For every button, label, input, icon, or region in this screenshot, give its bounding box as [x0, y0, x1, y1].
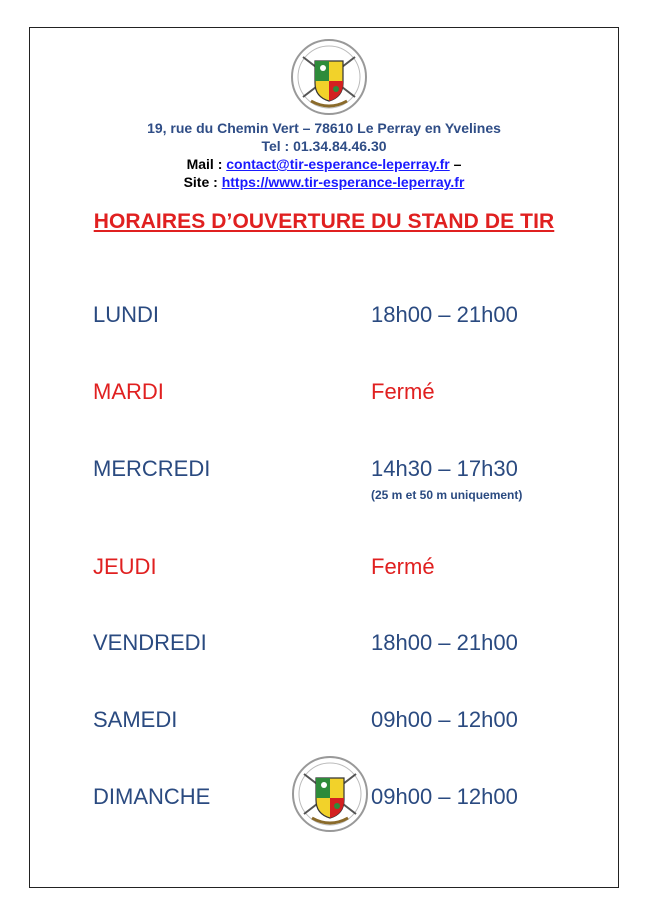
day-tuesday: MARDI [93, 379, 164, 404]
club-address: 19, rue du Chemin Vert – 78610 Le Perray en Yvelines [147, 120, 501, 136]
site-link[interactable]: https://www.tir-esperance-leperray.fr [221, 174, 465, 190]
day-thursday: JEUDI [93, 554, 157, 579]
hours-sunday: 09h00 – 12h00 [371, 784, 518, 809]
hours-saturday: 09h00 – 12h00 [371, 707, 518, 732]
hours-friday: 18h00 – 21h00 [371, 630, 518, 655]
hours-monday: 18h00 – 21h00 [371, 302, 518, 327]
day-sunday: DIMANCHE [93, 784, 211, 809]
day-saturday: SAMEDI [93, 707, 178, 732]
hours-thursday: Fermé [371, 554, 435, 579]
mail-suffix: – [449, 156, 462, 172]
club-mail-line [29, 155, 619, 173]
club-emblem-icon [289, 37, 369, 117]
club-emblem-icon [290, 754, 370, 834]
wednesday-note: (25 m et 50 m uniquement) [371, 488, 523, 502]
day-friday: VENDREDI [93, 630, 207, 655]
mail-label: Mail : [186, 156, 227, 172]
hours-wednesday: 14h30 – 17h30 [371, 456, 518, 481]
mail-link[interactable]: contact@tir-esperance-leperray.fr [226, 156, 450, 172]
club-phone: Tel : 01.34.84.46.30 [261, 138, 387, 154]
day-wednesday: MERCREDI [93, 456, 211, 481]
day-monday: LUNDI [93, 302, 160, 327]
hours-tuesday: Fermé [371, 379, 435, 404]
site-label: Site : [183, 174, 222, 190]
page-title: HORAIRES D’OUVERTURE DU STAND DE TIR [93, 210, 555, 233]
club-site-line [29, 173, 619, 191]
